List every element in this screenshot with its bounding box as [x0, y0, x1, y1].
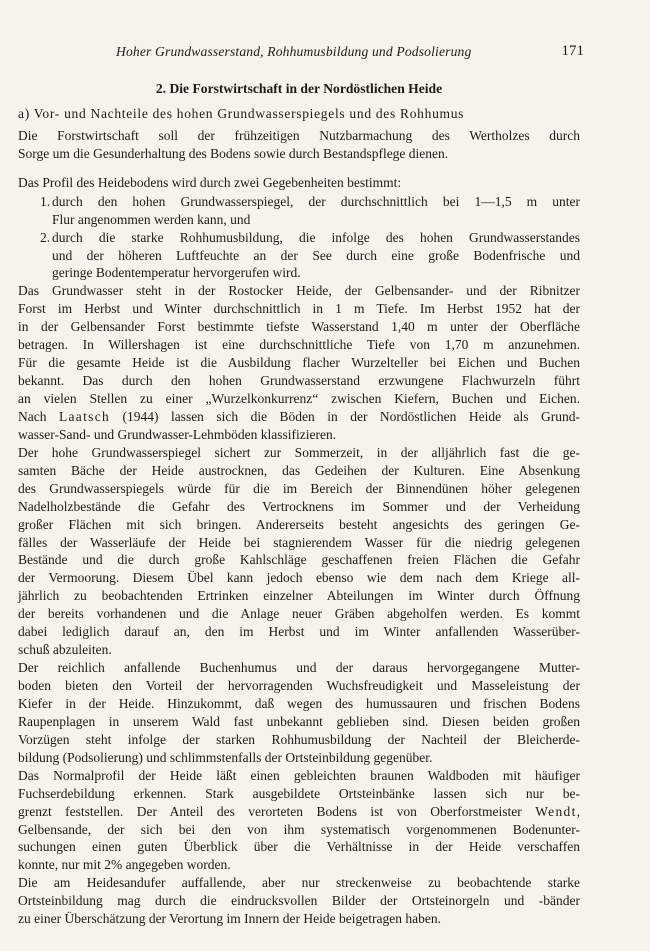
- text-line: wasser-Sand- und Grundwasser-Lehmböden klassifizieren.: [18, 426, 337, 442]
- text-line: Gelbensande, der sich bei den von ihm systematisch vorgenommenen Bodenunter-: [18, 821, 580, 837]
- text-line: zu einer Überschätzung der Verortung im Innern der Heide beigetragen haben.: [18, 911, 441, 927]
- text-line: Der hohe Grundwasserspiegel sichert zur Sommerzeit, in der alljährlich fast die ge-: [18, 444, 580, 460]
- text-line: [18, 803, 580, 821]
- text-line: und der höheren Luftfeuchte an der See durch eine große Bodenfrische und: [52, 247, 580, 263]
- text-line: Die am Heidesandufer auffallende, aber nur streckenweise zu beobachtende starke: [18, 875, 580, 891]
- text-line: durch den hohen Grundwasserspiegel, der durchschnittlich bei 1—1,5 m unter: [52, 193, 580, 209]
- section-heading: 2. Die Forstwirtschaft in der Nordöstlichen Heide: [155, 81, 443, 96]
- text-segment: Nach: [18, 408, 59, 424]
- text-line: [18, 408, 580, 426]
- paragraph-humus: [18, 659, 580, 767]
- text-line: des Grundwasserspiegels würde für die im Bereich der Binnendünen höher gelegenen: [18, 480, 580, 496]
- text-line: jährlich zu beobachtenden Ertrinken einzelner Abteilungen im Winter durch Öffnung: [18, 588, 580, 604]
- text-line: der Vermoorung. Diesem Übel kann jedoch ebenso wie dem nach dem Kriege all-: [18, 570, 580, 586]
- text-segment: grenzt feststellen. Der Anteil des verorteten Bodens ist von Oberforstmeister: [18, 803, 536, 819]
- text-line: durch die starke Rohhumusbildung, die infolge des hohen Grundwasserstandes: [52, 229, 580, 245]
- paragraph-normal-profile: [18, 767, 580, 875]
- text-line: fälles der Wasserläufe der Heide bei stagnierendem Wasser für die niedrig gelegenen: [18, 534, 580, 550]
- text-line: Forst im Herbst und Winter durchschnittlich in 1 m Tiefe. Im Herbst 1952 hat der: [18, 301, 580, 317]
- text-line: dabei lediglich darauf an, den im Herbst und im Winter anfallenden Wasserüber-: [18, 624, 580, 640]
- text-line: Die Forstwirtschaft soll der frühzeitigen Nutzbarmachung des Wertholzes durch: [18, 127, 580, 143]
- text-line: konnte, nur mit 2% angegeben worden.: [18, 857, 231, 873]
- text-line: Raupenplagen in unserem Wald fast unbekannt geblieben sind. Diesen beiden großen: [18, 713, 580, 729]
- paragraph-groundwater-depth: [18, 282, 580, 443]
- text-line: Das Normalprofil der Heide läßt einen gebleichten braunen Waldboden mit häufiger: [18, 767, 580, 783]
- list-number: 2.: [40, 229, 51, 245]
- text-line: Für die gesamte Heide ist die Ausbildung flacher Wurzelteller bei Eichen und Buchen: [18, 355, 580, 371]
- text-line: bildung (Podsolierung) und schlimmstenfalls der Ortsteinbildung gegenüber.: [18, 749, 433, 765]
- paragraph-ortstein: [18, 874, 580, 928]
- author-name-laatsch: Laatsch: [58, 408, 111, 424]
- text-line: suchungen einen guten Überblick über die Verhältnisse in der Heide verschaffen: [18, 839, 580, 855]
- text-line: Fuchserdebildung erkennen. Stark ausgebildete Ortsteinbänke lassen sich nur be-: [18, 785, 580, 801]
- list-item: [18, 193, 580, 229]
- list-item: [18, 229, 580, 283]
- text-line: Sorge um die Gesunderhaltung des Bodens sowie durch Bestandspflege dienen.: [18, 145, 449, 161]
- text-line: Vorzügen steht infolge der starken Rohhumusbildung der Nachteil der Bleicherde-: [18, 731, 580, 747]
- text-line: geringe Bodentemperatur hervorgerufen wird.: [52, 265, 301, 281]
- text-line: boden bieten den Vorteil der hervorragenden Wuchsfreudigkeit und Masseleistung der: [18, 678, 580, 694]
- text-line: schuß abzuleiten.: [18, 642, 112, 658]
- paragraph-profile: [18, 174, 580, 283]
- text-line: in der Gelbensander Forst bestimmte tiefste Wasserstand 1,40 m unter der Oberfläche: [18, 319, 580, 335]
- text-line: Ortsteinbildung mag durch die eindrucksvollen Bilder der Ortsteinorgeln und -bänder: [18, 893, 580, 909]
- paragraph-groundwater-level: [18, 444, 580, 659]
- text-line: Der reichlich anfallende Buchenhumus und der daraus hervorgegangene Mutter-: [18, 660, 580, 676]
- text-line: an vielen Stellen zu einer „Wurzelkonkurrenz“ zwischen Kiefern, Buchen und Eichen.: [18, 391, 580, 407]
- text-line: der bereits vorhandenen und die Anlage neuer Gräben abgeholfen werden. Es kommt: [18, 606, 580, 622]
- body-text: [18, 80, 580, 928]
- text-line: bekannt. Das durch den hohen Grundwasserstand erzwungene Flachwurzeln führt: [18, 373, 580, 389]
- paragraph-forestry-purpose: [18, 127, 580, 163]
- text-line: Kiefer in der Heide. Hinzukommt, daß wegen des humussauren und frischen Bodens: [18, 695, 580, 711]
- text-line: Das Profil des Heidebodens wird durch zwei Gegebenheiten bestimmt:: [18, 174, 402, 190]
- running-head: [88, 44, 584, 64]
- text-line: betragen. In Willershagen ist eine durchschnittliche Tiefe von 1,70 m anzunehmen.: [18, 337, 580, 353]
- page-number: 171: [561, 43, 584, 59]
- text-line: Das Grundwasser steht in der Rostocker Heide, der Gelbensander- und der Ribnitzer: [18, 283, 580, 299]
- author-name-wendt: Wendt: [535, 803, 577, 819]
- subheading: a) Vor- und Nachteile des hohen Grundwasserspiegels und des Rohhumus: [18, 105, 465, 121]
- list-number: 1.: [40, 193, 51, 209]
- text-segment: ,: [576, 803, 580, 819]
- text-line: samten Bäche der Heide austrocknen, das Gedeihen der Kulturen. Eine Absenkung: [18, 462, 580, 478]
- text-line: Nadelholzbestände die Gefahr des Vertrocknens im Sommer und der Verheidung: [18, 498, 580, 514]
- text-line: Flur angenommen werden kann, und: [52, 211, 251, 227]
- text-line: Bestände und die durch große Kahlschläge geschaffenen freien Flächen die Gefahr: [18, 552, 580, 568]
- text-line: großer Flächen mit sich bringen. Andererseits besteht angesichts des geringen Ge-: [18, 516, 580, 532]
- running-title: Hoher Grundwasserstand, Rohhumusbildung und Podsolierung: [116, 44, 472, 59]
- numbered-list: [18, 193, 580, 283]
- text-segment: (1944) lassen sich die Böden in der Nordöstlichen Heide als Grund-: [110, 408, 580, 424]
